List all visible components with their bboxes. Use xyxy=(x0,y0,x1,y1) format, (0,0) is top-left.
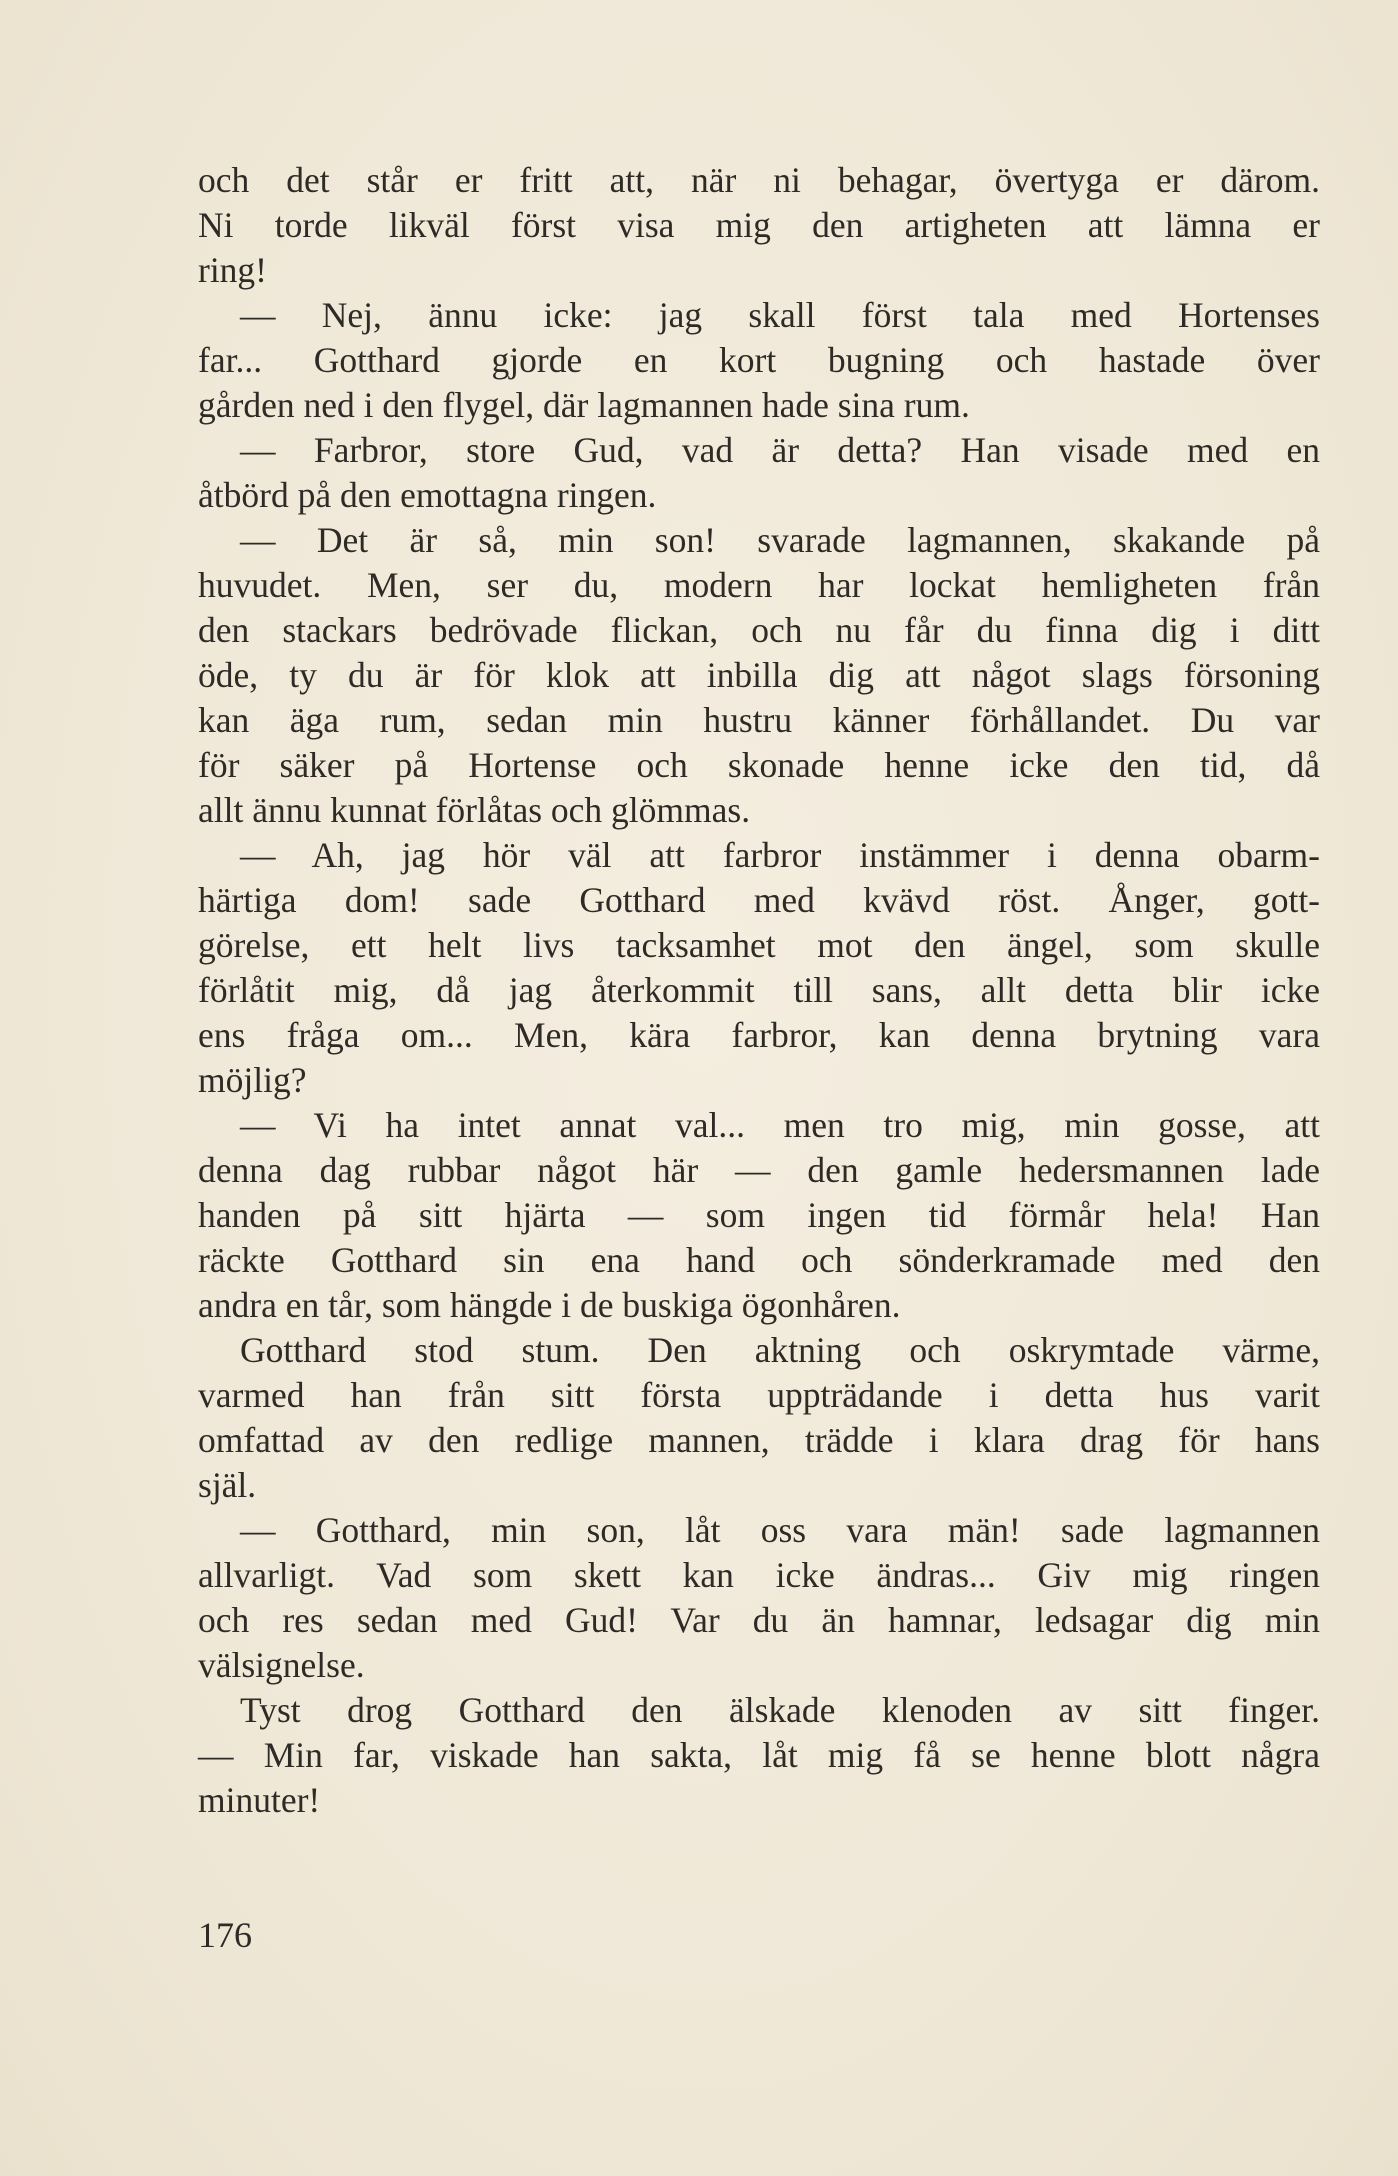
text-line: — Nej, ännu icke: jag skall först tala med Hortenses xyxy=(240,295,1320,335)
text-line: härtiga dom! sade Gotthard med kvävd röst. Ånger, gott- xyxy=(198,880,1320,920)
text-line: själ. xyxy=(198,1465,257,1505)
text-line: — Det är så, min son! svarade lagmannen, skakande på xyxy=(240,520,1320,560)
text-line: — Min far, viskade han sakta, låt mig få se henne blott några xyxy=(198,1735,1320,1775)
page-number: 176 xyxy=(198,1915,252,1955)
text-line: ring! xyxy=(198,250,268,290)
text-line: och det står er fritt att, när ni behagar, övertyga er därom. xyxy=(198,160,1320,200)
text-line: huvudet. Men, ser du, modern har lockat hemligheten från xyxy=(198,565,1320,605)
text-line: görelse, ett helt livs tacksamhet mot den ängel, som skulle xyxy=(198,925,1320,965)
text-line: varmed han från sitt första uppträdande i detta hus varit xyxy=(198,1375,1320,1415)
text-line: ens fråga om... Men, kära farbror, kan denna brytning vara xyxy=(198,1015,1320,1055)
text-line: gården ned i den flygel, där lagmannen hade sina rum. xyxy=(198,385,970,425)
text-line: — Gotthard, min son, låt oss vara män! sade lagmannen xyxy=(240,1510,1320,1550)
text-line: handen på sitt hjärta — som ingen tid förmår hela! Han xyxy=(198,1195,1320,1235)
text-line: andra en tår, som hängde i de buskiga ögonhåren. xyxy=(198,1285,901,1325)
text-line: allt ännu kunnat förlåtas och glömmas. xyxy=(198,790,751,830)
text-line: räckte Gotthard sin ena hand och sönderkramade med den xyxy=(198,1240,1320,1280)
text-line: allvarligt. Vad som skett kan icke ändras... Giv mig ringen xyxy=(198,1555,1320,1595)
text-line: för säker på Hortense och skonade henne icke den tid, då xyxy=(198,745,1320,785)
text-line: välsignelse. xyxy=(198,1645,365,1685)
text-line: minuter! xyxy=(198,1780,321,1820)
text-line: förlåtit mig, då jag återkommit till sans, allt detta blir icke xyxy=(198,970,1320,1010)
text-line: — Vi ha intet annat val... men tro mig, min gosse, att xyxy=(240,1105,1320,1145)
text-line: Ni torde likväl först visa mig den artigheten att lämna er xyxy=(198,205,1320,245)
text-line: omfattad av den redlige mannen, trädde i klara drag för hans xyxy=(198,1420,1320,1460)
text-line: den stackars bedrövade flickan, och nu får du finna dig i ditt xyxy=(198,610,1320,650)
text-line: Tyst drog Gotthard den älskade klenoden av sitt finger. xyxy=(240,1690,1320,1730)
text-line: — Farbror, store Gud, vad är detta? Han visade med en xyxy=(240,430,1320,470)
body-text xyxy=(198,158,1320,1823)
text-line: denna dag rubbar något här — den gamle hedersmannen lade xyxy=(198,1150,1320,1190)
text-line: möjlig? xyxy=(198,1060,307,1100)
text-line: far... Gotthard gjorde en kort bugning och hastade över xyxy=(198,340,1320,380)
text-line: åtbörd på den emottagna ringen. xyxy=(198,475,657,515)
text-line: och res sedan med Gud! Var du än hamnar, ledsagar dig min xyxy=(198,1600,1320,1640)
text-line: — Ah, jag hör väl att farbror instämmer i denna obarm- xyxy=(240,835,1320,875)
text-line: Gotthard stod stum. Den aktning och oskrymtade värme, xyxy=(240,1330,1320,1370)
text-line: öde, ty du är för klok att inbilla dig att något slags försoning xyxy=(198,655,1320,695)
text-line: kan äga rum, sedan min hustru känner förhållandet. Du var xyxy=(198,700,1320,740)
